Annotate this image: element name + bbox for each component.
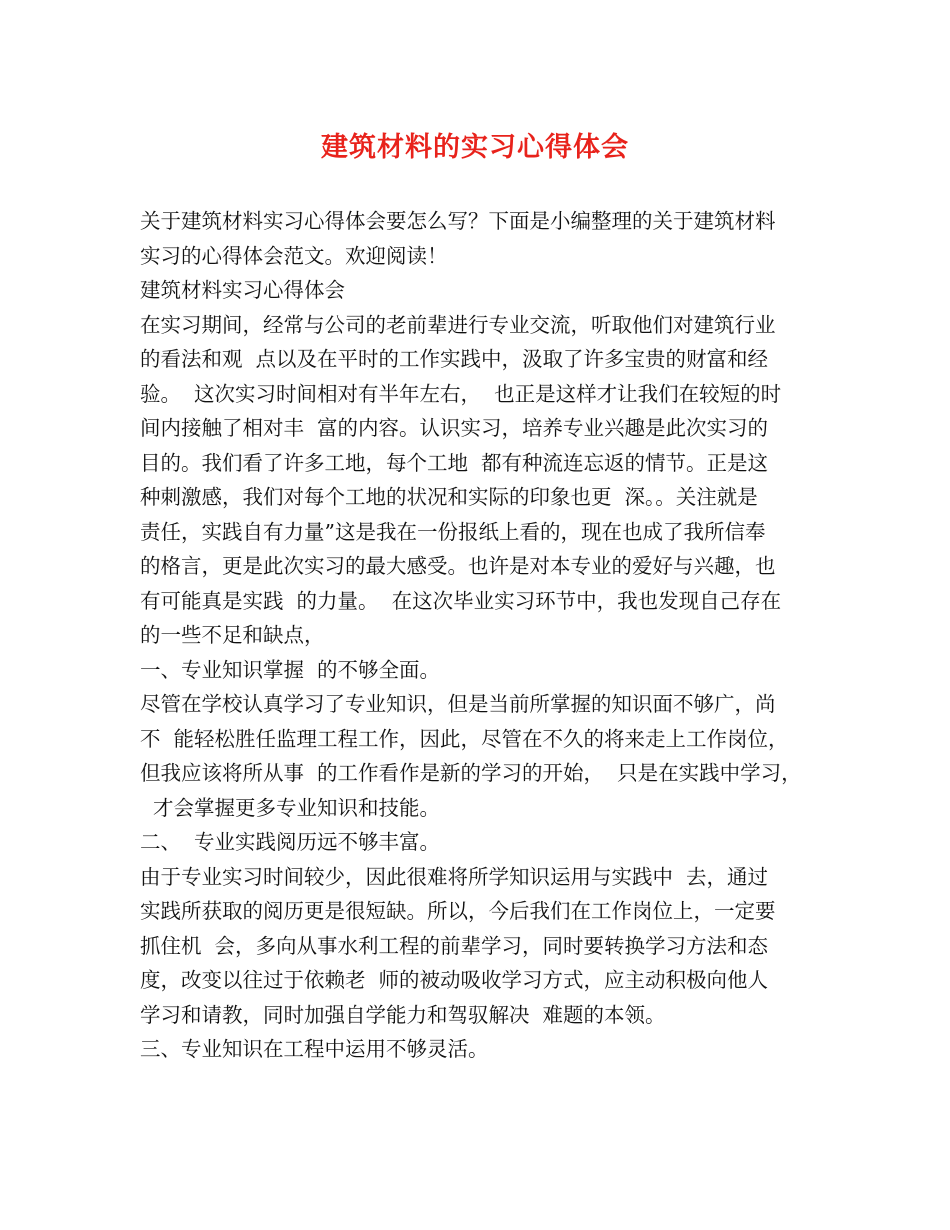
body-line: 的看法和观 点以及在平时的工作实践中，汲取了许多宝贵的财富和经 (140, 347, 769, 371)
section-heading: 三、专业知识在工程中运用不够灵活。 (140, 1037, 489, 1061)
body-line: 责任，实践自有力量”这是我在一份报纸上看的，现在也成了我所信奉 (140, 519, 766, 544)
body-line: 实习的心得体会范文。欢迎阅读！ (140, 243, 448, 268)
body-line: 由于专业实习时间较少，因此很难将所学知识运用与实践中 去，通过 (140, 864, 769, 889)
section-heading: 一、专业知识掌握 的不够全面。 (140, 657, 441, 682)
body-line: 抓住机 会，多向从事水利工程的前辈学习，同时要转换学习方法和态 (140, 933, 769, 958)
document-body (140, 204, 830, 1067)
body-line: 尽管在学校认真学习了专业知识，但是当前所掌握的知识面不够广，尚 (140, 692, 776, 716)
body-line: 关于建筑材料实习心得体会要怎么写？下面是小编整理的关于建筑材料 (140, 209, 776, 233)
body-line: 有可能真是实践 的力量。 在这次毕业实习环节中，我也发现自己存在 (140, 588, 782, 613)
document-title: 建筑材料的实习心得体会 (321, 132, 629, 163)
section-heading: 二、 专业实践阅历远不够丰富。 (140, 830, 441, 854)
body-line: 的一些不足和缺点， (140, 623, 325, 647)
body-line: 间内接触了相对丰 富的内容。认识实习，培养专业兴趣是此次实习的 (140, 416, 769, 440)
body-line: 学习和请教，同时加强自学能力和驾驭解决 难题的本领。 (140, 1002, 666, 1027)
body-line: 目的。我们看了许多工地，每个工地 都有种流连忘返的情节。正是这 (140, 450, 769, 475)
body-line: 度，改变以往过于依赖老 师的被动吸收学习方式，应主动积极向他人 (140, 968, 769, 992)
body-line: 在实习期间，经常与公司的老前辈进行专业交流，听取他们对建筑行业 (140, 312, 776, 337)
body-line: 种刺激感，我们对每个工地的状况和实际的印象也更 深。。关注就是 (140, 485, 758, 509)
body-line: 不 能轻松胜任监理工程工作，因此，尽管在不久的将来走上工作岗位， (140, 726, 789, 751)
section-heading: 建筑材料实习心得体会 (140, 278, 345, 302)
body-line: 的格言，更是此次实习的最大感受。也许是对本专业的爱好与兴趣，也 (140, 554, 776, 578)
body-line: 实践所获取的阅历更是很短缺。所以，今后我们在工作岗位上，一定要 (140, 899, 776, 923)
body-line: 才会掌握更多专业知识和技能。 (140, 795, 441, 820)
body-line: 但我应该将所从事 的工作看作是新的学习的开始， 只是在实践中学习， (140, 761, 802, 785)
body-line: 验。 这次实习时间相对有半年左右， 也正是这样才让我们在较短的时 (140, 381, 782, 406)
